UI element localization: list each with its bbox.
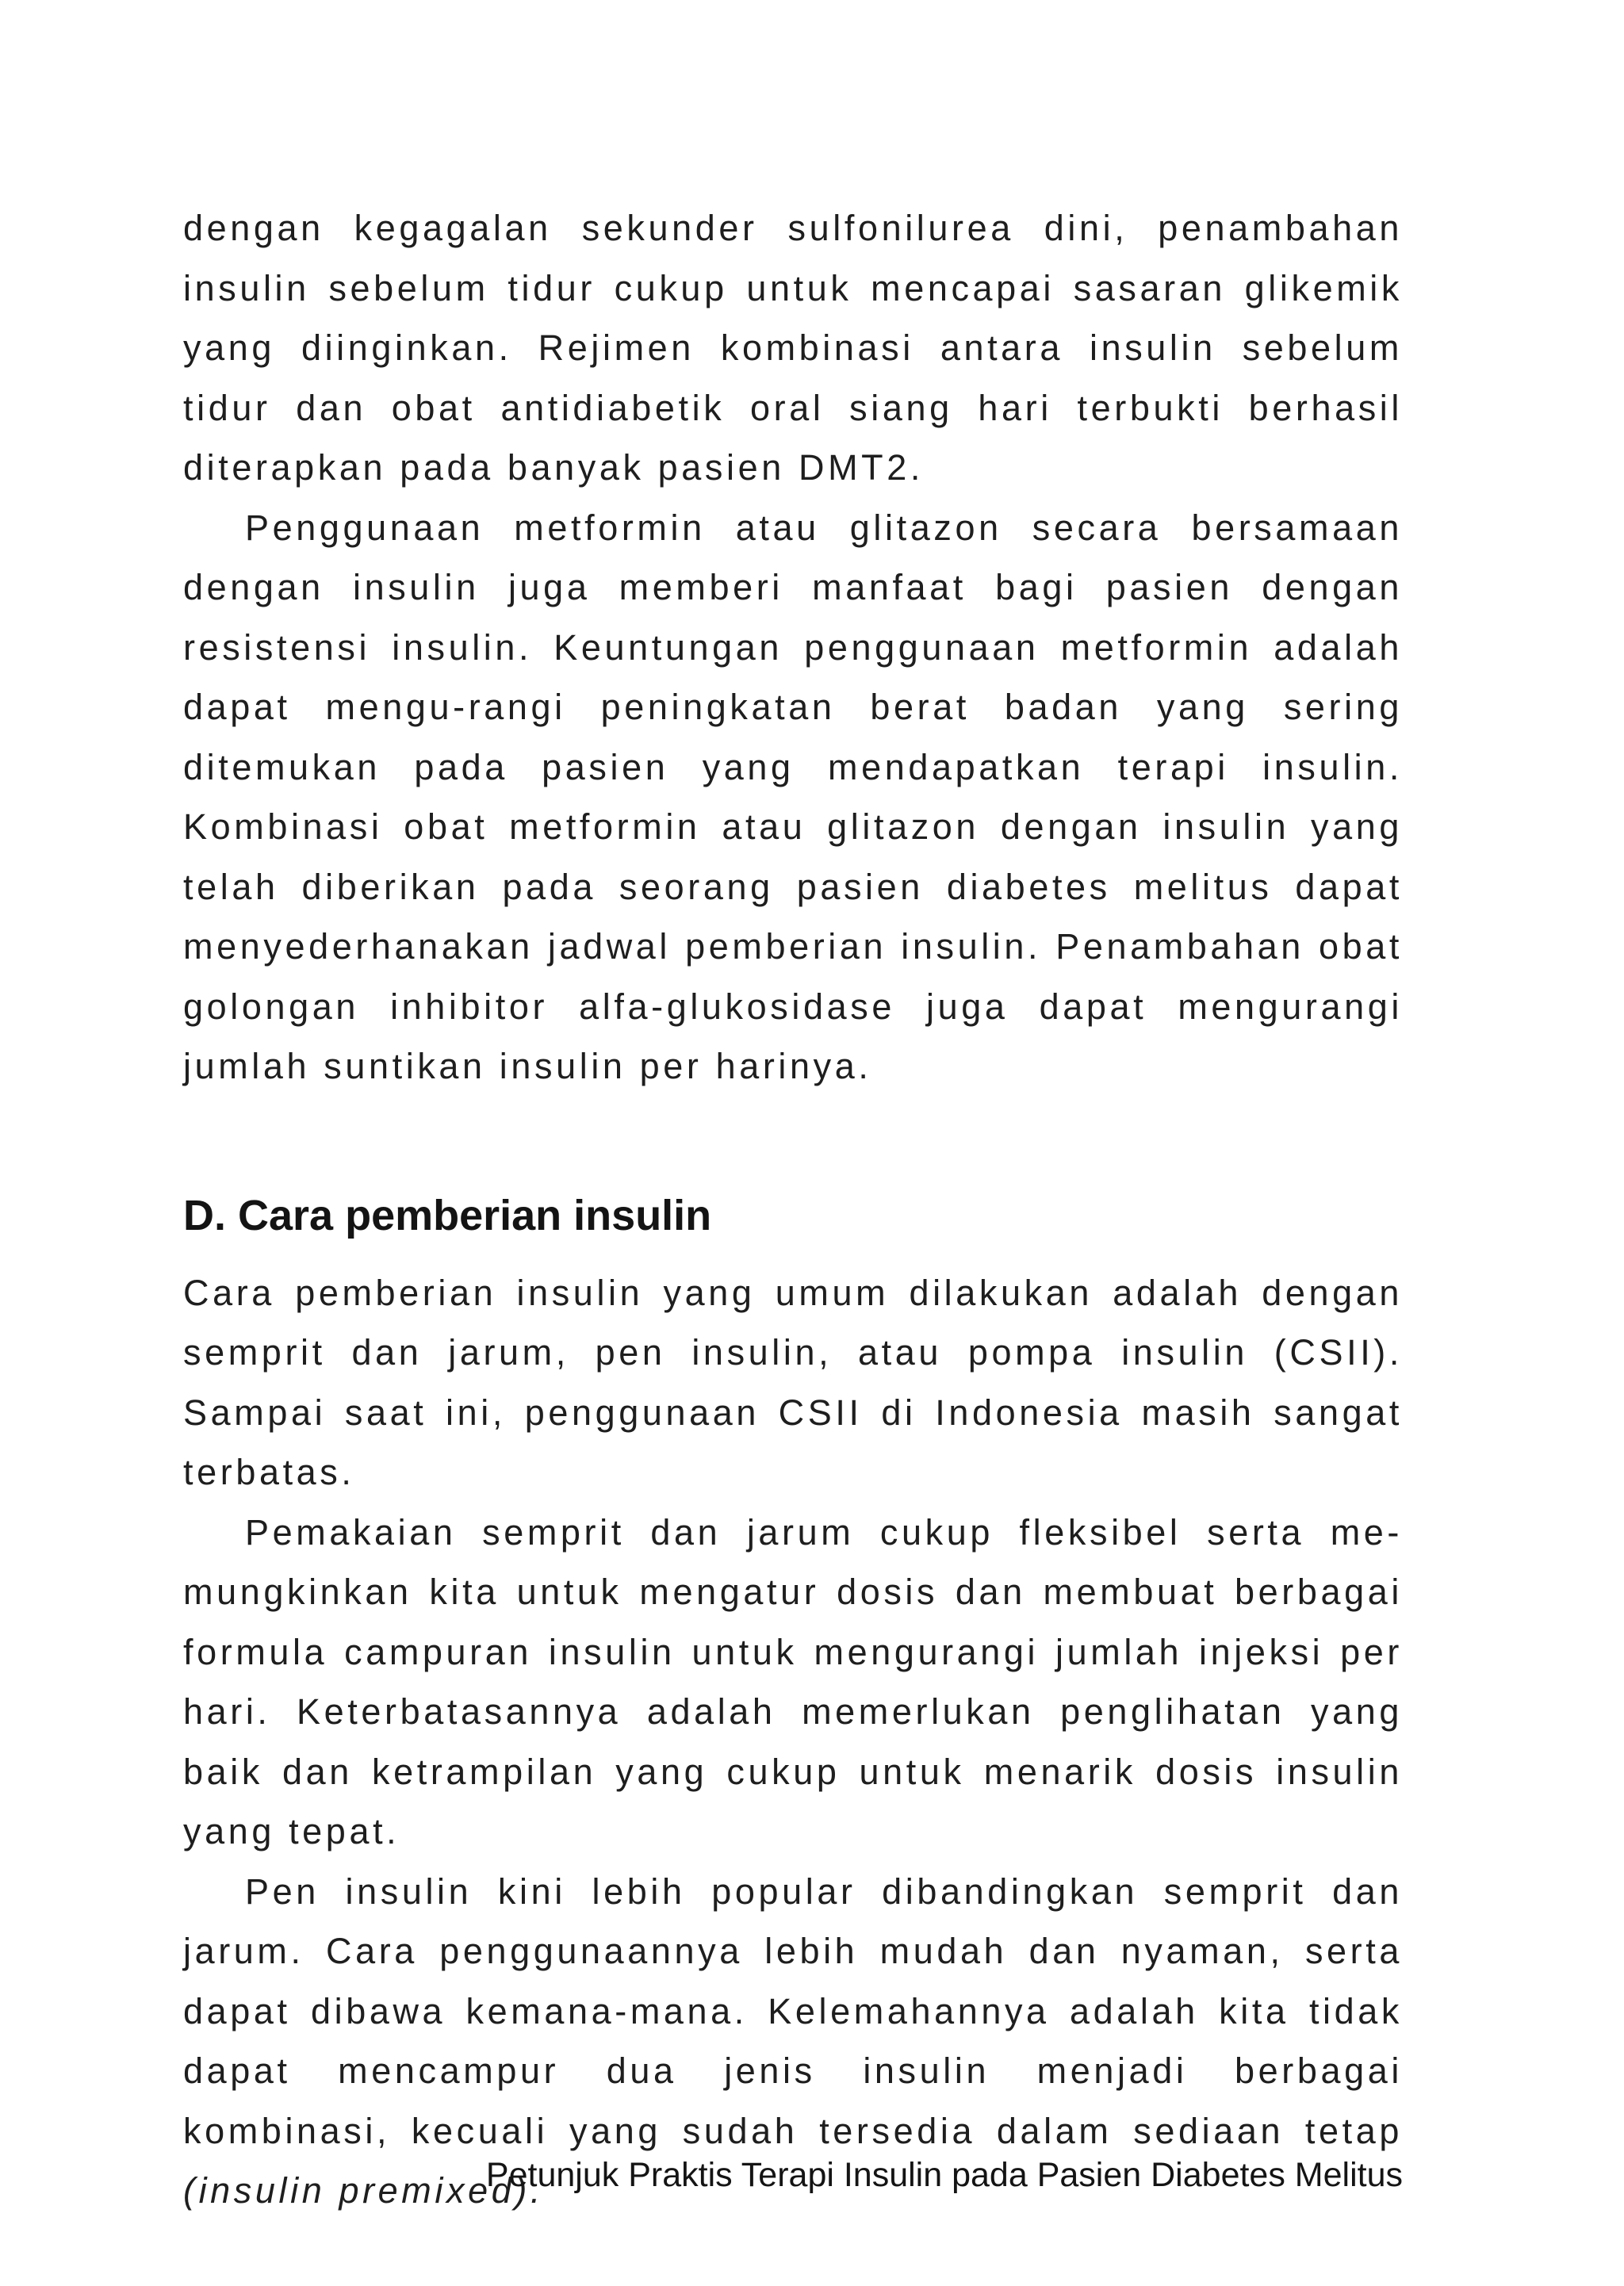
premixed-term: (insulin premixed). [183,2170,545,2211]
running-footer: Petunjuk Praktis Terapi Insulin pada Pasien Diabetes Melitus [485,2156,1403,2194]
section-heading: D. Cara pemberian insulin [183,1191,712,1239]
paragraph-continuation: dengan kegagalan sekunder sulfonilurea dini, penambahan insulin sebelum tidur cukup untuk mencapai sasaran glikemik yang diinginkan. Rejimen kombinasi antara insulin sebelum tidur dan obat antidiabetik oral siang hari terbukti berhasil diterapkan pada banyak pasien DMT2. [183,208,1403,488]
page-body [183,198,1403,2221]
paragraph-insulin-pen-text: Pen insulin kini lebih popular dibandingkan semprit dan jarum. Cara penggunaannya lebih mudah dan nyaman, serta dapat dibawa kemana-mana. Kelemahannya adalah kita tidak dapat mencampur dua jenis insulin menjadi berbagai kombinasi, kecuali yang sudah tersedia dalam sediaan tetap [183,1871,1403,2151]
paragraph-administration-methods: Cara pemberian insulin yang umum dilakukan adalah dengan semprit dan jarum, pen insulin, atau pompa insulin (CSII). Sampai saat ini, penggunaan CSII di Indonesia masih sangat terbatas. [183,1272,1403,1492]
paragraph-syringe-needle: Pemakaian semprit dan jarum cukup fleksibel serta me-mungkinkan kita untuk mengatur dosis dan membuat berbagai formula campuran insulin untuk mengurangi jumlah injeksi per hari. Keterbatasannya adalah memerlukan penglihatan yang baik dan ketrampilan yang cukup untuk menarik dosis insulin yang tepat. [183,1511,1403,1851]
paragraph-metformin-combination: Penggunaan metformin atau glitazon secara bersamaan dengan insulin juga memberi manfaat bagi pasien dengan resistensi insulin. Keuntungan penggunaan metformin adalah dapat mengu-rangi peningkatan berat badan yang sering ditemukan pada pasien yang mendapatkan terapi insulin. Kombinasi obat metformin atau glitazon dengan insulin yang telah diberikan pada seorang pasien diabetes melitus dapat menyederhanakan jadwal pemberian insulin. Penambahan obat golongan inhibitor alfa-glukosidase juga dapat mengurangi jumlah suntikan insulin per harinya. [183,507,1403,1086]
